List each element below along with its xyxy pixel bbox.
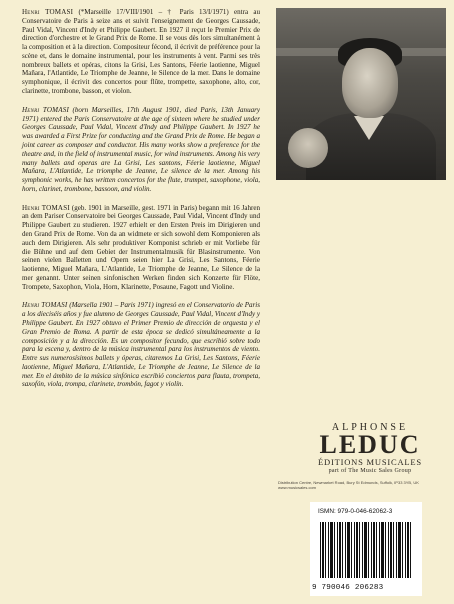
publisher-group-line: part of The Music Sales Group	[328, 468, 412, 474]
biography-text: (Marsella 1901 – Paris 1971) ingresó en el Conservatorio de Paris a los dieciséis años y fue alumno de Georges Caussade, Paul Vidal, Vincent d'Indy y Philippe Gaubert. En 1927 obtuvo el Primer Premio de dirección de orquesta y el Gran Premio de Roma. A partir de esta época se dedicó simultáneamente a la composición y a la dirección. Es un compositor fecundo, que escribió sobre todo para la escena y, dentro de la música instrumental para los instrumentos de viento. Entre sus numerosísimos ballets y óperas, citaremos La Grisi, Les Santons, Féerie laotienne, Miguel Mañara, L'Atlantide, Le Triomphe de Jeanne, Le Silence de la mer. En el ámbito de la música sinfónica escribió conciertos para flauta, trompeta, saxofón, viola, trompa, clarinete, trombón, fagot y violín.	[22, 301, 260, 389]
publisher-logo-line2: LEDUC	[319, 430, 421, 459]
biography-text: (born Marseilles, 17th August 1901, died Paris, 13th January 1971) entered the Paris Conservatoire at the age of sixteen where he studied under Georges Caussade, Paul Vidal, Vincent d'Indy and Philippe Gaubert. In 1927 he was awarded a First Prize for conducting and the Grand Prix de Rome. He began a joint career as composer and conductor. His many works show a preference for the theatre and, in the field of instrumental music, for wind instruments. Among his very many ballets and operas are La Grisi, Les santons, Féerie laotienne, Miguel Mañara, L'Atlantide, Le triomphe de Jeanne, Le silence de la mer. Among his symphonic works, he has written concertos for the flute, trumpet, saxophone, viola, horn, clarinet, trombone, bassoon, and violin.	[22, 105, 260, 193]
biography-column	[22, 8, 260, 389]
photo-hand	[288, 128, 328, 168]
biography-french	[22, 8, 260, 96]
publisher-address-line: Distribution Centre, Newmarket Road, Bury St Edmunds, Suffolk, IP33 3YB, UK	[278, 480, 419, 485]
publisher-logo-line3: ÉDITIONS MUSICALES	[318, 457, 422, 467]
publisher-logo	[300, 422, 440, 474]
biography-german	[22, 204, 260, 292]
barcode-panel	[310, 502, 422, 596]
ismn-label: ISMN: 979-0-046-62062-3	[318, 508, 393, 515]
publisher-address	[278, 480, 450, 490]
composer-portrait-photo	[276, 8, 446, 180]
ean-digits: 9 790046 206283	[312, 584, 384, 592]
composer-name: Henri TOMASI	[22, 301, 68, 310]
photo-face	[342, 48, 398, 118]
composer-name: Henri TOMASI	[22, 203, 70, 212]
publisher-website: www.musicsales.com	[278, 485, 317, 490]
biography-text: (geb. 1901 in Marseille, gest. 1971 in Paris) begann mit 16 Jahren an dem Pariser Conservatoire bei Georges Caussade, Paul Vidal, Vincent d'Indy und Philippe Gaubert zu studieren. 1927 erhielt er den Ersten Preis im Dirigieren und den Grand Prix de Rome. Von da an widmete er sich sowohl dem Komponieren als auch dem Dirigieren. Als sehr produktiver Komponist schrieb er mit Vorliebe für die Bühne und auf dem Gebiet der Instrumentalmusik für Blasinstrumente. Von seinen vielen Balletten und Opern seien hier La Grisi, Les Santons, Féerie laotienne, Miguel Mañara, L'Atlantide, Le Triomphe de Jeanne, Le Silence de la mer genannt. Unter seinen sinfonischen Werken finden sich Konzerte für Flöte, Trompete, Saxophon, Viola, Horn, Klarinette, Posaune, Fagott und Violine.	[22, 203, 260, 291]
composer-name: Henri TOMASI	[22, 105, 69, 114]
biography-text: (*Marseille 17/VIII/1901 – † Paris 13/I/1971) entra au Conservatoire de Paris à seize ans et suivit l'enseignement de Georges Caussade, Paul Vidal, Vincent d'Indy et Philippe Gaubert. En 1927 il reçut le Premier Prix de direction d'orchestre et le Grand Prix de Rome. Il se vous dès lors simultanément à la composition et à la direction. Compositeur fécond, il écrivit de préférence pour la scène et, dans le domaine instrumental, pour les instruments à vent. Parmi ses très nombreux ballets et opéras, citons la Grisi, Les Santons, Féerie laotienne, Miguel Mañara, l'Atlantide, Le Triomphe de Jeanne, le Silence de la mer. Dans le domaine symphonique, il écrivit des concertos pour flûte, trompette, saxophone, alto, cor, clarinette, trombone, basson, et violon.	[22, 8, 260, 96]
biography-english	[22, 106, 260, 194]
biography-spanish	[22, 301, 260, 389]
barcode-bars	[320, 522, 412, 578]
composer-name: Henri TOMASI	[22, 8, 74, 16]
publisher-logo-line1: ALPHONSE	[331, 422, 409, 433]
